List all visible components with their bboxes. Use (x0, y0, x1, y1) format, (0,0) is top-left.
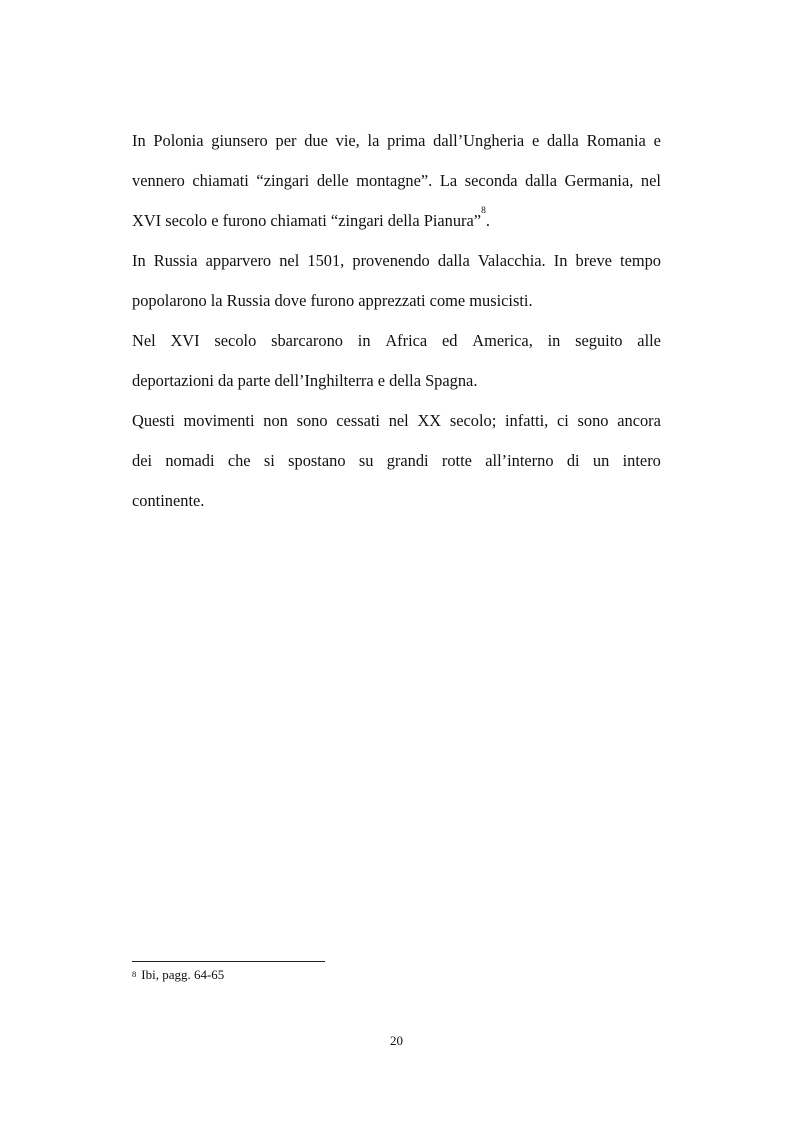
word: chiamati (192, 171, 249, 190)
word: provenendo (352, 251, 430, 270)
word: secolo; (449, 411, 497, 430)
word: giunsero (211, 131, 268, 150)
word: Valacchia. (477, 251, 546, 270)
paragraph-line (132, 331, 661, 351)
paragraph-line (132, 171, 661, 191)
word: In (132, 251, 146, 270)
paragraph-line (132, 411, 661, 431)
word: ancora (617, 411, 661, 430)
word: sono (296, 411, 328, 430)
paragraph-line (132, 251, 661, 271)
word: dalla (546, 131, 579, 150)
word: in (547, 331, 561, 350)
word: nel (279, 251, 300, 270)
word: rotte (441, 451, 472, 470)
word: ci (556, 411, 569, 430)
word: dalla (525, 171, 558, 190)
word: la (367, 131, 380, 150)
word: tempo (620, 251, 661, 270)
paragraph-line (132, 131, 661, 151)
word: intero (622, 451, 661, 470)
word: In (553, 251, 568, 270)
paragraph-line (132, 451, 661, 471)
word: si (263, 451, 275, 470)
word: spostano (288, 451, 346, 470)
paragraph-line (132, 206, 661, 231)
word: secolo (214, 331, 257, 350)
word: Russia (153, 251, 198, 270)
word: alle (637, 331, 661, 350)
word: di (566, 451, 580, 470)
word: Polonia (153, 131, 204, 150)
word: delle (316, 171, 349, 190)
footnote-marker: 8 (132, 969, 137, 979)
word: per (275, 131, 297, 150)
word: Germania, (564, 171, 634, 190)
paragraph-line: popolarono la Russia dove furono apprezzati come musicisti. (132, 291, 533, 310)
word: dall’Ungheria (433, 131, 525, 150)
word: montagne”. (356, 171, 433, 190)
footnote-reference[interactable]: 8 (481, 206, 486, 216)
word: sbarcarono (271, 331, 343, 350)
word: Nel (132, 331, 156, 350)
word: XVI (170, 331, 200, 350)
word: movimenti (183, 411, 255, 430)
word: cessati (336, 411, 380, 430)
page-number: 20 (390, 1033, 403, 1048)
word: 1501, (307, 251, 345, 270)
footnote-separator (132, 961, 325, 962)
word: La (439, 171, 458, 190)
paragraph-line-text: XVI secolo e furono chiamati “zingari della Pianura” (132, 211, 482, 230)
word: vennero (132, 171, 185, 190)
word: ed (441, 331, 458, 350)
paragraph-line: deportazioni da parte dell’Inghilterra e della Spagna. (132, 371, 478, 390)
word: e (531, 131, 540, 150)
word: apparvero (205, 251, 272, 270)
word: dei (132, 451, 153, 470)
word: Romania (586, 131, 646, 150)
word: prima (387, 131, 426, 150)
word: grandi (386, 451, 429, 470)
word: “zingari (256, 171, 310, 190)
word: nomadi (165, 451, 215, 470)
word: non (263, 411, 288, 430)
word: in (357, 331, 371, 350)
word: XX (417, 411, 442, 430)
paragraph-line-end: . (485, 211, 490, 230)
word: e (653, 131, 661, 150)
paragraph-line: continente. (132, 491, 205, 510)
word: dalla (437, 251, 470, 270)
word: nel (640, 171, 661, 190)
word: che (227, 451, 251, 470)
word: due (304, 131, 328, 150)
word: vie, (335, 131, 360, 150)
word: sono (577, 411, 609, 430)
word: seguito (575, 331, 623, 350)
footnote (132, 967, 224, 983)
footnote-text: Ibi, pagg. 64-65 (141, 967, 225, 982)
word: nel (388, 411, 409, 430)
word: America, (472, 331, 533, 350)
word: Questi (132, 411, 175, 430)
word: all’interno (485, 451, 554, 470)
word: seconda (464, 171, 518, 190)
word: su (358, 451, 374, 470)
word: In (132, 131, 146, 150)
word: un (592, 451, 610, 470)
word: Africa (385, 331, 428, 350)
word: breve (575, 251, 612, 270)
word: infatti, (505, 411, 549, 430)
